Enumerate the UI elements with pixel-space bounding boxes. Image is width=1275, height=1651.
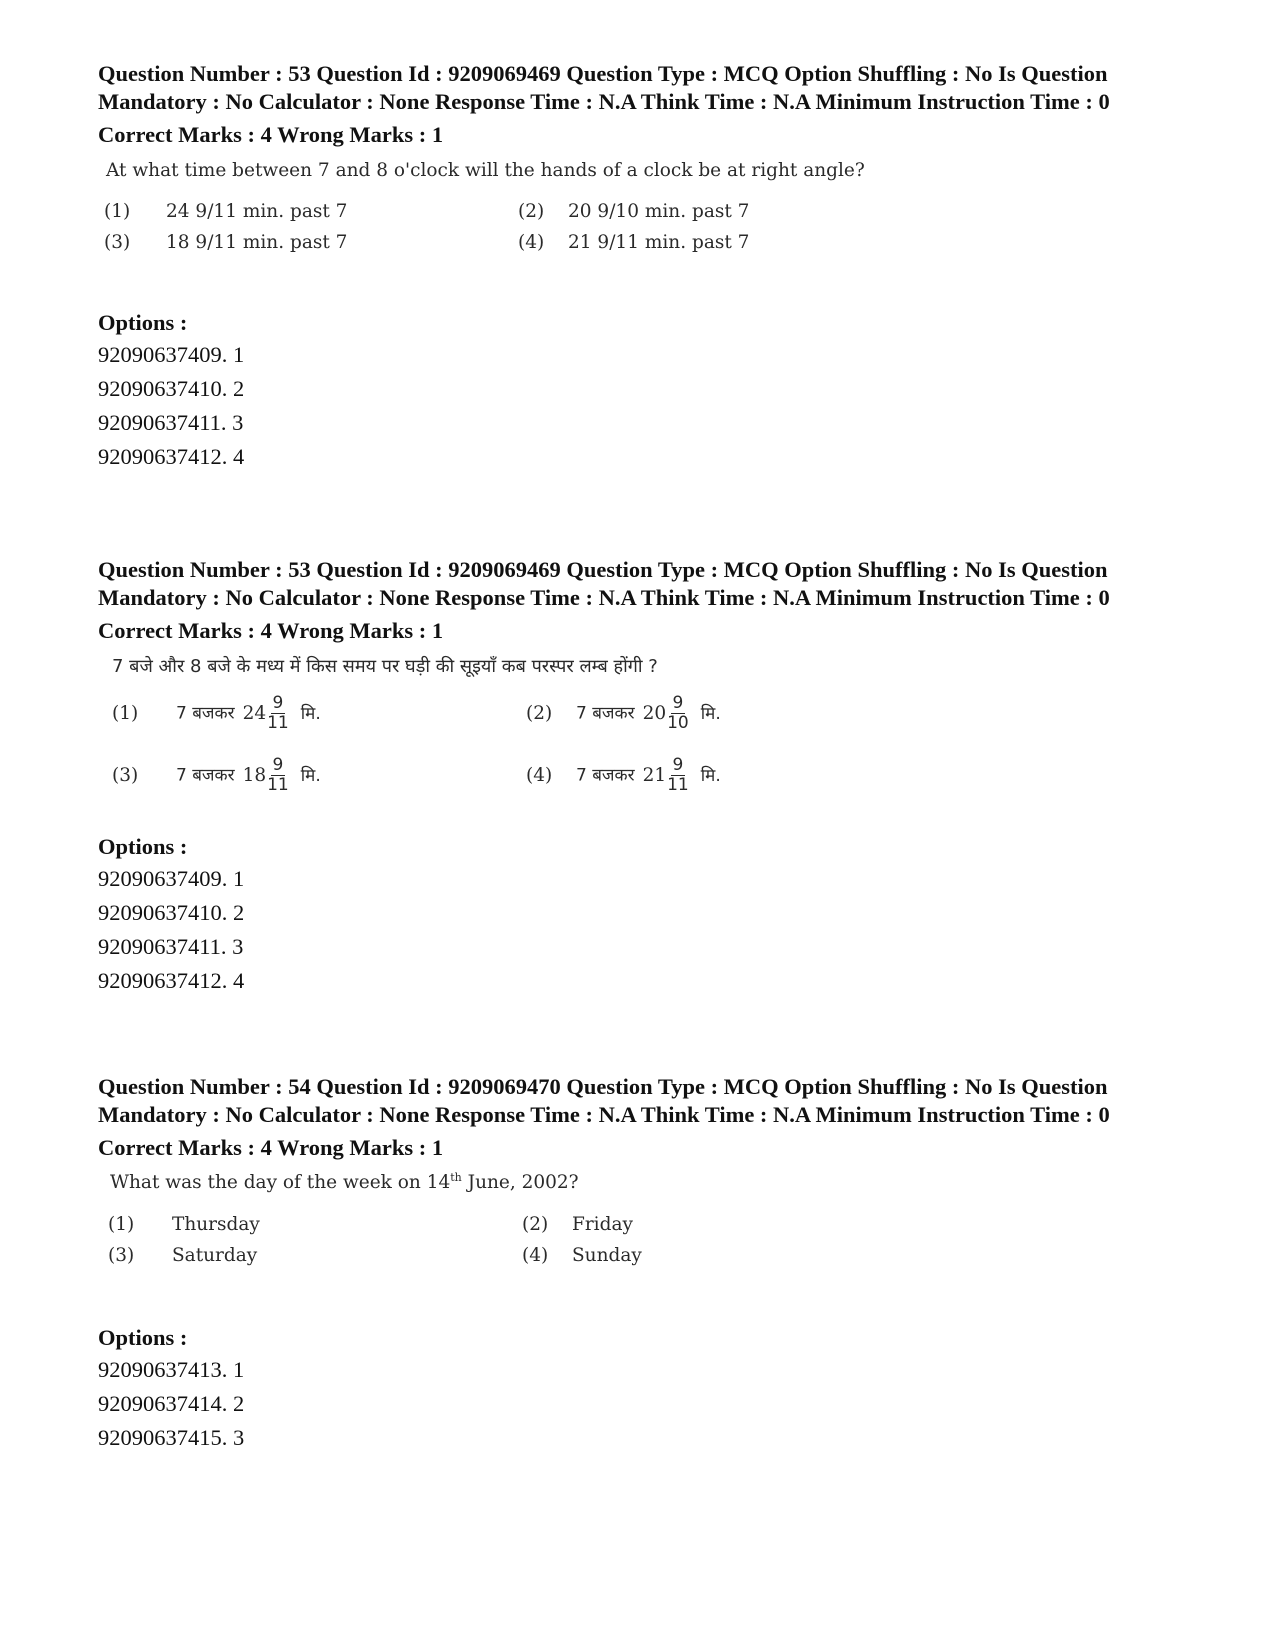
options-label: Options : [98, 310, 188, 335]
question-body [98, 644, 1178, 832]
choice-text: 24 9/11 min. past 7 [166, 201, 348, 222]
fraction-numerator: 9 [672, 693, 684, 713]
question-text-start: What was the day of the week on 14 [110, 1172, 451, 1194]
option-line: 92090637415. 3 [98, 1425, 245, 1450]
choice-text: Sunday [572, 1245, 642, 1266]
choice-3 [112, 756, 321, 795]
choice-number: (2) [526, 702, 553, 724]
choice-prefix: 7 बजकर [176, 765, 235, 786]
choice-1 [112, 694, 321, 733]
question-marks: Correct Marks : 4 Wrong Marks : 1 [98, 1135, 444, 1160]
question-meta: Question Number : 53 Question Id : 9209069469 Question Type : MCQ Option Shuffling : No Is Question Mandatory : No Calculator : None Response Time : N.A Think Time : N.A Minimum Instruction Time : 0 [98, 61, 1110, 114]
choice-3 [108, 1245, 257, 1266]
choice-2 [518, 201, 749, 222]
choice-text: Friday [572, 1214, 633, 1235]
question-marks: Correct Marks : 4 Wrong Marks : 1 [98, 618, 444, 643]
choice-number: (4) [526, 764, 553, 786]
choice-1 [104, 201, 347, 222]
question-block-3 [98, 1073, 1178, 1455]
choice-text: Saturday [172, 1245, 258, 1266]
choice-2 [526, 694, 721, 733]
question-block-2 [98, 556, 1178, 998]
fraction-numerator: 9 [272, 693, 284, 713]
choice-suffix: मि. [700, 703, 721, 724]
choice-suffix: मि. [700, 765, 721, 786]
choice-4 [526, 756, 721, 795]
choice-prefix: 7 बजकर [176, 703, 235, 724]
choice-number: (2) [522, 1214, 549, 1235]
question-body [98, 1161, 1178, 1323]
option-line: 92090637414. 2 [98, 1391, 245, 1416]
question-text [110, 1171, 579, 1193]
question-meta: Question Number : 53 Question Id : 9209069469 Question Type : MCQ Option Shuffling : No Is Question Mandatory : No Calculator : None Response Time : N.A Think Time : N.A Minimum Instruction Time : 0 [98, 557, 1110, 610]
question-body [98, 148, 1178, 308]
question-marks: Correct Marks : 4 Wrong Marks : 1 [98, 122, 444, 147]
choice-fraction [667, 756, 689, 795]
choice-whole: 24 [242, 702, 267, 724]
option-line: 92090637411. 3 [98, 934, 244, 959]
fraction-numerator: 9 [272, 755, 284, 775]
choice-prefix: 7 बजकर [576, 765, 635, 786]
option-line: 92090637412. 4 [98, 444, 245, 469]
choice-3 [104, 232, 347, 253]
fraction-denominator: 10 [667, 713, 689, 733]
option-line: 92090637413. 1 [98, 1357, 245, 1382]
question-text: At what time between 7 and 8 o'clock will the hands of a clock be at right angle? [106, 160, 865, 181]
option-line: 92090637412. 4 [98, 968, 245, 993]
choice-number: (1) [112, 702, 139, 724]
choice-2 [522, 1214, 633, 1235]
choice-whole: 20 [642, 702, 667, 724]
choice-number: (3) [112, 764, 139, 786]
question-text: 7 बजे और 8 बजे के मध्य में किस समय पर घड़ी की सूइयाँ कब परस्पर लम्ब होंगी ? [112, 656, 658, 677]
options-label: Options : [98, 834, 188, 859]
choice-number: (4) [522, 1245, 549, 1266]
fraction-numerator: 9 [672, 755, 684, 775]
choice-number: (1) [104, 201, 131, 222]
choice-fraction [267, 756, 289, 795]
option-line: 92090637410. 2 [98, 900, 245, 925]
fraction-denominator: 11 [667, 775, 689, 795]
choice-text: 21 9/11 min. past 7 [568, 232, 750, 253]
choice-4 [518, 232, 749, 253]
choice-whole: 21 [642, 764, 667, 786]
question-text-end: June, 2002? [461, 1172, 579, 1194]
choice-4 [522, 1245, 642, 1266]
question-block-1 [98, 60, 1178, 474]
fraction-denominator: 11 [267, 713, 289, 733]
choice-prefix: 7 बजकर [576, 703, 635, 724]
choice-text: 20 9/10 min. past 7 [568, 201, 750, 222]
option-line: 92090637409. 1 [98, 866, 245, 891]
choice-number: (3) [108, 1245, 135, 1266]
choice-number: (1) [108, 1214, 135, 1235]
choice-suffix: मि. [300, 703, 321, 724]
choice-1 [108, 1214, 260, 1235]
options-label: Options : [98, 1325, 188, 1350]
choice-whole: 18 [242, 764, 267, 786]
choice-number: (2) [518, 201, 545, 222]
choice-text: Thursday [172, 1214, 260, 1235]
choice-number: (4) [518, 232, 545, 253]
option-line: 92090637410. 2 [98, 376, 245, 401]
ordinal-suffix: th [450, 1171, 462, 1184]
choice-suffix: मि. [300, 765, 321, 786]
choice-text: 18 9/11 min. past 7 [166, 232, 348, 253]
fraction-denominator: 11 [267, 775, 289, 795]
choice-fraction [667, 694, 689, 733]
question-meta: Question Number : 54 Question Id : 9209069470 Question Type : MCQ Option Shuffling : No Is Question Mandatory : No Calculator : None Response Time : N.A Think Time : N.A Minimum Instruction Time : 0 [98, 1074, 1110, 1127]
choice-fraction [267, 694, 289, 733]
option-line: 92090637409. 1 [98, 342, 245, 367]
option-line: 92090637411. 3 [98, 410, 244, 435]
choice-number: (3) [104, 232, 131, 253]
